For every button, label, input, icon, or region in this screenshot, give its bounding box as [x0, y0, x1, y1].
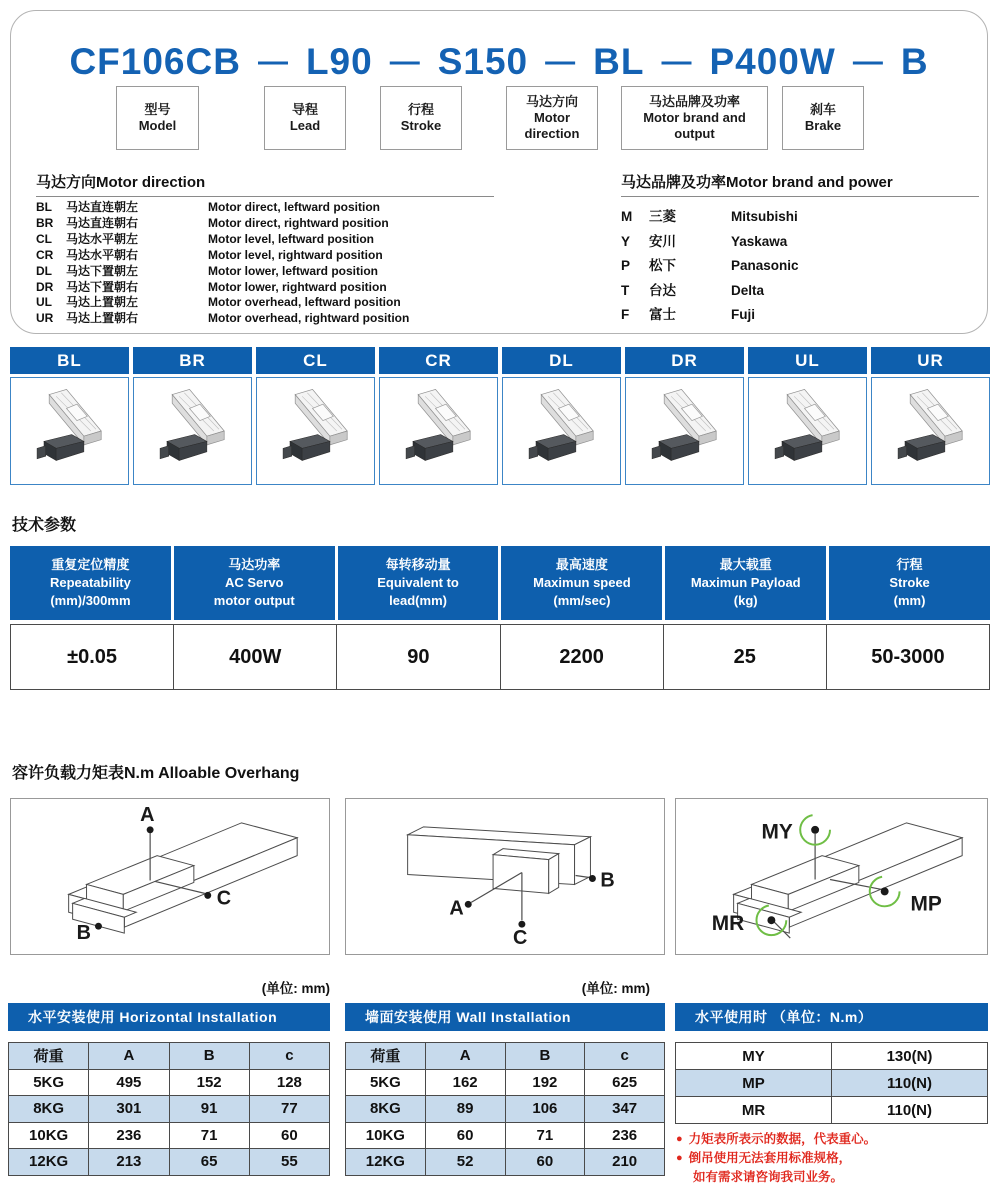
tech-header-motor-output: 马达功率 AC Servo motor output	[174, 546, 335, 620]
legend-zh: 刹车	[809, 101, 836, 117]
motor-direction-rows	[36, 200, 494, 327]
col-header: c	[250, 1043, 330, 1070]
legend-en: Stroke	[400, 118, 442, 133]
note-text: 如有需求请咨询我司业务。	[693, 1170, 844, 1184]
overhang-diagram-abc-front	[345, 798, 665, 955]
col-header: 荷重	[9, 1043, 89, 1070]
brand-zh: 富士	[649, 307, 676, 322]
motor-direction-row	[36, 295, 494, 311]
motor-brand-row	[621, 254, 979, 279]
diagram-label-c: C	[512, 927, 528, 950]
motor-brand-row	[621, 205, 979, 230]
panel-dr	[625, 347, 744, 485]
motor-direction-title	[36, 171, 494, 197]
direction-zh: 马达直连朝右	[66, 215, 139, 230]
panel-header: DL	[502, 347, 621, 374]
panel-image-frame	[133, 377, 252, 485]
col-header: A	[89, 1043, 169, 1070]
orientation-panels	[10, 347, 990, 485]
direction-code: BL	[36, 200, 52, 214]
brand-en: Panasonic	[731, 258, 799, 273]
direction-zh: 马达上置朝右	[66, 311, 139, 326]
col-header: c	[585, 1043, 665, 1070]
motor-brand-rows	[621, 205, 979, 328]
direction-en: Motor level, leftward position	[208, 231, 375, 246]
motor-direction-row	[36, 311, 494, 327]
tech-value-max-payload: 25	[663, 624, 827, 690]
table-cell: 71	[506, 1123, 586, 1150]
brand-zh: 三菱	[649, 209, 676, 224]
table-cell: MY	[676, 1043, 832, 1070]
diagram-label-b: B	[76, 922, 91, 945]
panel-image-frame	[10, 377, 129, 485]
direction-code: CR	[36, 247, 54, 262]
brand-code: P	[621, 258, 631, 273]
table-cell: MP	[676, 1070, 832, 1097]
horizontal-moment-title: 水平使用时 （单位：N.m）	[675, 1003, 988, 1031]
horizontal-moment-grid	[675, 1042, 988, 1124]
table-cell: 8KG	[346, 1096, 426, 1123]
table-cell: 110(N)	[832, 1070, 988, 1097]
table-cell: 625	[585, 1070, 665, 1097]
legend-box-motor-direction	[506, 86, 598, 150]
horizontal-moment-table	[675, 1003, 988, 1124]
table-cell: 60	[250, 1123, 330, 1150]
motor-direction-row	[36, 248, 494, 264]
table-cell: 10KG	[9, 1123, 89, 1150]
motor-direction-row	[36, 200, 494, 216]
motor-brand-row	[621, 230, 979, 255]
table-cell: 91	[170, 1096, 250, 1123]
actuator-image	[141, 383, 245, 479]
actuator-image	[756, 383, 860, 479]
note-text: 力矩表所表示的数据，代表重心。	[688, 1132, 877, 1146]
overhang-diagram-1	[11, 799, 329, 954]
legend-en: Brake	[804, 118, 842, 133]
legend-box-stroke	[380, 86, 462, 150]
table-cell: 77	[250, 1096, 330, 1123]
col-header: B	[506, 1043, 586, 1070]
motor-direction-list	[36, 171, 494, 327]
direction-code: UR	[36, 311, 54, 326]
panel-image-frame	[256, 377, 375, 485]
tech-params-table	[10, 546, 990, 690]
horizontal-installation-title: 水平安装使用 Horizontal Installation	[8, 1003, 330, 1031]
direction-code: BR	[36, 215, 54, 230]
table-cell: 130(N)	[832, 1043, 988, 1070]
legend-zh: 导程	[291, 101, 318, 117]
model-separator: —	[389, 45, 421, 78]
brand-code: Y	[621, 233, 631, 249]
col-header: 荷重	[346, 1043, 426, 1070]
model-segment-brake: B	[900, 41, 929, 82]
model-segment-direction: BL	[593, 41, 645, 82]
table-cell: 52	[426, 1149, 506, 1176]
col-header: A	[426, 1043, 506, 1070]
diagram-label-mp: MP	[910, 892, 942, 916]
legend-en: Motor brand and output	[643, 109, 746, 142]
panel-ur	[871, 347, 990, 485]
actuator-image	[18, 383, 122, 479]
legend-box-model	[116, 86, 199, 150]
legend-box-motor-brand	[621, 86, 768, 150]
panel-image-frame	[379, 377, 498, 485]
direction-zh: 马达直连朝左	[66, 200, 139, 214]
table-cell: 128	[250, 1070, 330, 1097]
direction-en: Motor overhead, leftward position	[208, 295, 401, 310]
tech-header-repeatability: 重复定位精度 Repeatability (mm)/300mm	[10, 546, 171, 620]
unit-label-mm-left: (单位: mm)	[261, 981, 330, 996]
table-cell: 162	[426, 1070, 506, 1097]
motor-brand-title-en: Motor brand and power	[726, 174, 893, 191]
direction-en: Motor direct, rightward position	[208, 215, 389, 230]
tech-params-title: 技术参数	[12, 517, 77, 534]
panel-image-frame	[625, 377, 744, 485]
direction-code: DR	[36, 279, 54, 294]
brand-code: M	[621, 209, 633, 224]
actuator-image	[387, 383, 491, 479]
panel-image-frame	[871, 377, 990, 485]
motor-direction-row	[36, 264, 494, 280]
table-cell: 5KG	[346, 1070, 426, 1097]
model-separator: —	[852, 45, 884, 78]
motor-direction-title-zh: 马达方向	[36, 174, 97, 191]
table-cell: 347	[585, 1096, 665, 1123]
direction-code: DL	[36, 263, 52, 278]
panel-header: UR	[871, 347, 990, 374]
legend-zh: 马达方向	[525, 93, 578, 109]
wall-installation-grid	[345, 1042, 665, 1176]
diagram-label-a: A	[449, 897, 464, 920]
tech-value-stroke: 50-3000	[826, 624, 990, 690]
brand-code: F	[621, 307, 630, 322]
motor-brand-row	[621, 279, 979, 304]
tech-params-value-row	[10, 624, 990, 690]
horizontal-installation-grid	[8, 1042, 330, 1176]
table-cell: 152	[170, 1070, 250, 1097]
model-segment-model: CF106CB	[69, 41, 241, 82]
table-cell: 60	[426, 1123, 506, 1150]
tech-value-lead: 90	[336, 624, 500, 690]
model-separator: —	[661, 45, 693, 78]
table-cell: 12KG	[346, 1149, 426, 1176]
panel-header: DR	[625, 347, 744, 374]
direction-en: Motor direct, leftward position	[208, 200, 381, 214]
panel-header: CL	[256, 347, 375, 374]
direction-zh: 马达下置朝右	[66, 279, 139, 294]
diagram-label-b: B	[600, 869, 615, 892]
brand-zh: 松下	[649, 258, 676, 273]
legend-zh: 型号	[144, 101, 171, 117]
direction-en: Motor lower, leftward position	[208, 263, 379, 278]
legend-box-brake	[782, 86, 864, 150]
motor-direction-row	[36, 232, 494, 248]
direction-zh: 马达上置朝左	[66, 295, 139, 310]
table-cell: 110(N)	[832, 1097, 988, 1124]
diagram-label-a: A	[140, 803, 155, 826]
panel-dl	[502, 347, 621, 485]
model-segment-power: P400W	[709, 41, 836, 82]
note-item	[676, 1130, 991, 1149]
panel-header: CR	[379, 347, 498, 374]
tech-header-max-payload: 最大载重 Maximun Payload (kg)	[665, 546, 826, 620]
brand-zh: 安川	[649, 233, 676, 249]
wall-installation-title: 墙面安装使用 Wall Installation	[345, 1003, 665, 1031]
legend-box-lead	[264, 86, 346, 150]
motor-direction-row	[36, 216, 494, 232]
note-item	[676, 1149, 991, 1168]
direction-en: Motor level, rightward position	[208, 247, 383, 262]
legend-zh: 马达品牌及功率	[648, 93, 740, 109]
legend-en: Model	[138, 118, 177, 133]
direction-zh: 马达水平朝左	[66, 231, 139, 246]
table-cell: 236	[89, 1123, 169, 1150]
brand-en: Yaskawa	[731, 233, 788, 249]
brand-code: T	[621, 282, 630, 298]
direction-zh: 马达下置朝左	[66, 263, 139, 278]
motor-brand-title	[621, 171, 979, 197]
note-bullet-icon: ●	[676, 1152, 683, 1164]
motor-brand-title-zh: 马达品牌及功率	[621, 174, 727, 191]
diagram-label-my: MY	[761, 820, 793, 844]
table-cell: 236	[585, 1123, 665, 1150]
unit-label-mm-middle: (单位: mm)	[581, 981, 650, 996]
tech-header-lead: 每转移动量 Equivalent to lead(mm)	[338, 546, 499, 620]
panel-image-frame	[502, 377, 621, 485]
direction-en: Motor lower, rightward position	[208, 279, 387, 294]
panel-ul	[748, 347, 867, 485]
direction-zh: 马达水平朝右	[66, 247, 139, 262]
col-header: B	[170, 1043, 250, 1070]
panel-cr	[379, 347, 498, 485]
table-cell: 192	[506, 1070, 586, 1097]
table-cell: 301	[89, 1096, 169, 1123]
table-cell: 106	[506, 1096, 586, 1123]
legend-en: Lead	[289, 118, 321, 133]
overhang-diagram-2	[346, 799, 664, 954]
actuator-image	[633, 383, 737, 479]
panel-bl	[10, 347, 129, 485]
overhang-diagram-moments	[675, 798, 988, 955]
wall-installation-table	[345, 1003, 665, 1176]
direction-code: CL	[36, 231, 52, 246]
panel-header: BR	[133, 347, 252, 374]
tech-value-repeatability: ±0.05	[10, 624, 174, 690]
panel-image-frame	[748, 377, 867, 485]
actuator-image	[510, 383, 614, 479]
table-cell: 5KG	[9, 1070, 89, 1097]
model-separator: —	[257, 45, 289, 78]
model-segment-stroke: S150	[437, 41, 529, 82]
overhang-title: 容许负载力矩表N.m Alloable Overhang	[12, 765, 300, 782]
table-cell: 89	[426, 1096, 506, 1123]
direction-en: Motor overhead, rightward position	[208, 311, 410, 326]
table-cell: 55	[250, 1149, 330, 1176]
brand-en: Mitsubishi	[731, 209, 798, 224]
legend-en: Motor direction	[524, 109, 580, 142]
model-code-section	[10, 10, 988, 334]
legend-zh: 行程	[407, 101, 434, 117]
overhang-diagram-3	[676, 799, 987, 954]
motor-direction-row	[36, 280, 494, 296]
model-code-title	[11, 41, 987, 83]
note-bullet-icon: ●	[676, 1133, 683, 1145]
actuator-image	[879, 383, 983, 479]
model-separator: —	[545, 45, 577, 78]
panel-header: UL	[748, 347, 867, 374]
table-cell: 60	[506, 1149, 586, 1176]
table-cell: 210	[585, 1149, 665, 1176]
table-cell: MR	[676, 1097, 832, 1124]
notes	[676, 1130, 991, 1187]
panel-header: BL	[10, 347, 129, 374]
table-cell: 71	[170, 1123, 250, 1150]
overhang-diagram-abc-side	[10, 798, 330, 955]
table-cell: 12KG	[9, 1149, 89, 1176]
direction-code: UL	[36, 295, 52, 310]
note-item-continued	[676, 1168, 991, 1187]
table-cell: 65	[170, 1149, 250, 1176]
tech-value-motor-output: 400W	[173, 624, 337, 690]
panel-br	[133, 347, 252, 485]
diagram-label-mr: MR	[711, 912, 745, 936]
motor-brand-row	[621, 303, 979, 328]
tech-value-max-speed: 2200	[500, 624, 664, 690]
actuator-image	[264, 383, 368, 479]
tech-header-stroke: 行程 Stroke (mm)	[829, 546, 990, 620]
model-segment-lead: L90	[305, 41, 373, 82]
diagram-label-c: C	[216, 887, 232, 910]
motor-direction-title-en: Motor direction	[96, 174, 206, 191]
table-cell: 10KG	[346, 1123, 426, 1150]
table-cell: 8KG	[9, 1096, 89, 1123]
table-cell: 213	[89, 1149, 169, 1176]
panel-cl	[256, 347, 375, 485]
brand-en: Fuji	[731, 307, 755, 322]
tech-params-header-row	[10, 546, 990, 620]
note-text: 倒吊使用无法套用标准规格，	[688, 1151, 852, 1165]
brand-zh: 台达	[649, 282, 676, 298]
motor-brand-list	[621, 171, 979, 328]
table-cell: 495	[89, 1070, 169, 1097]
brand-en: Delta	[731, 282, 765, 298]
tech-header-max-speed: 最高速度 Maximun speed (mm/sec)	[501, 546, 662, 620]
horizontal-installation-table	[8, 1003, 330, 1176]
